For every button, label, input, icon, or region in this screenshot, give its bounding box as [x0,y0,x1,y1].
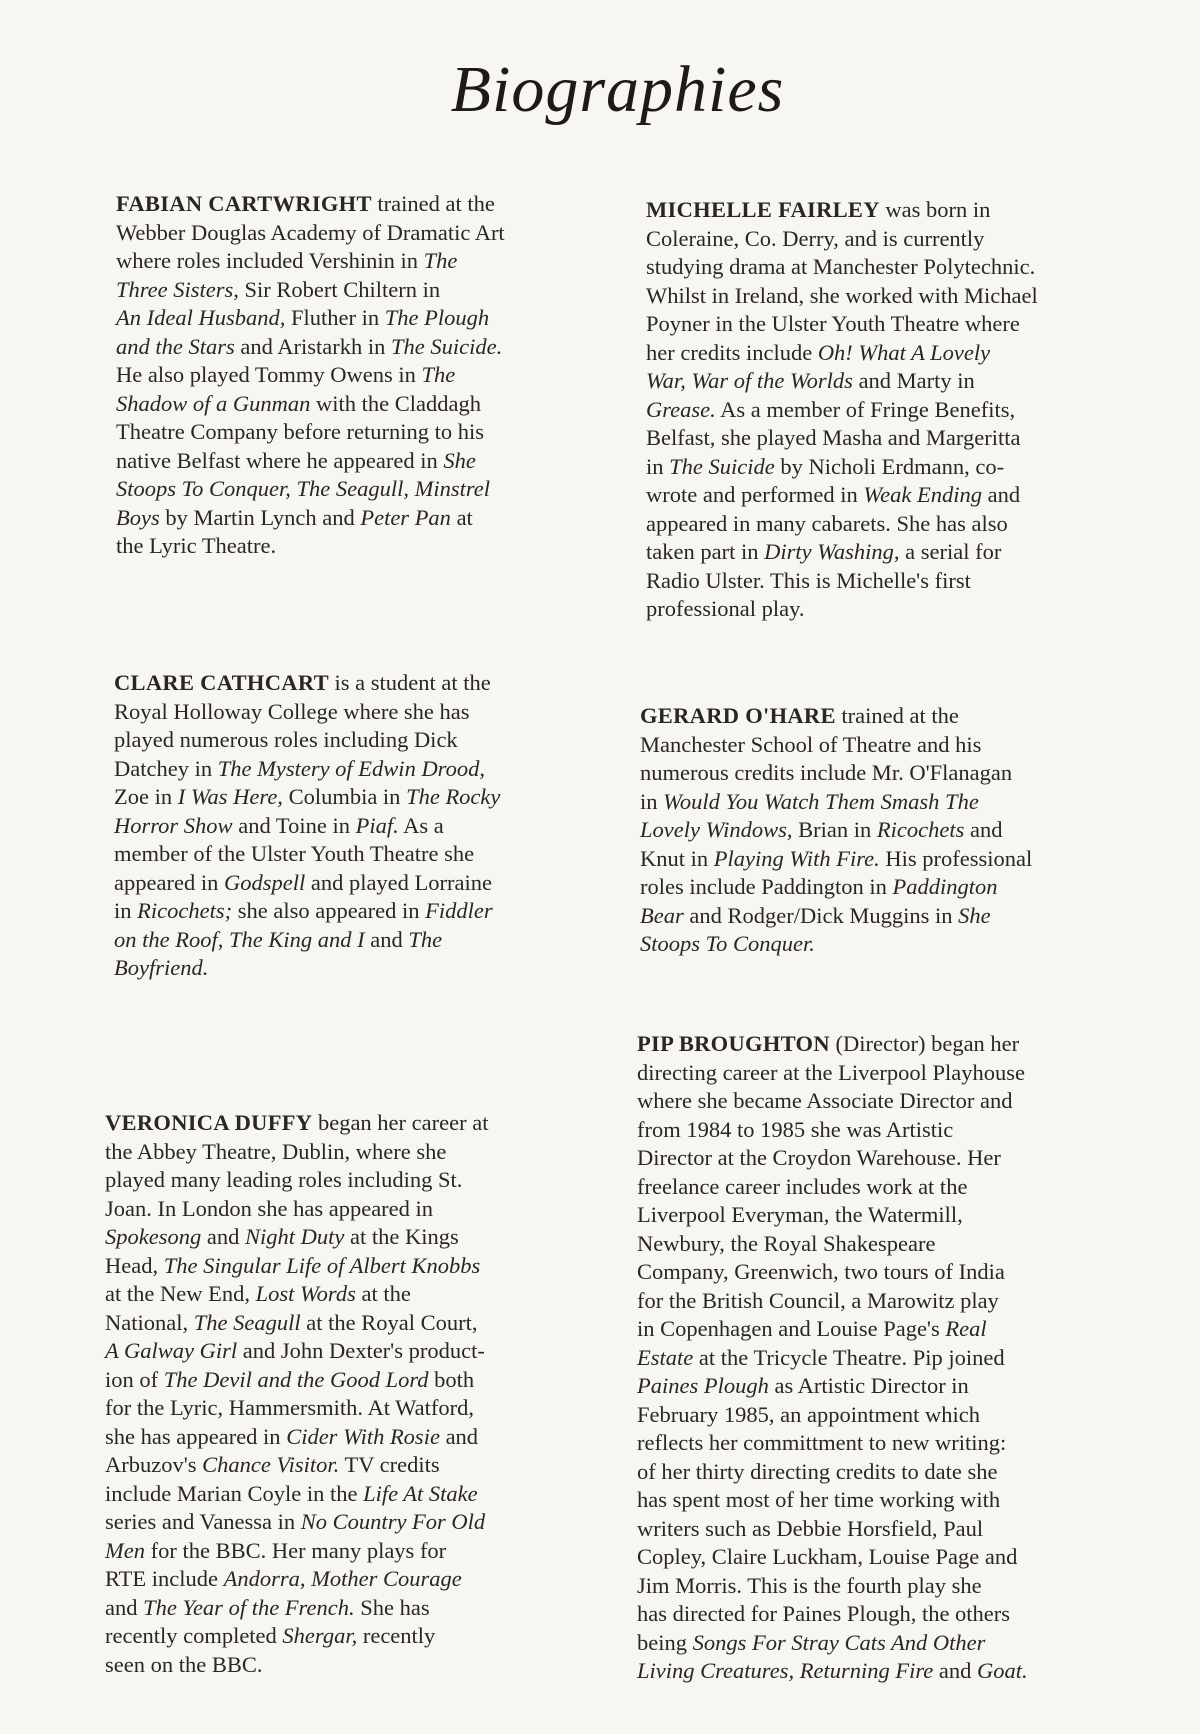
bio-text: Copley, Claire Luckham, Louise Page and [637,1544,1018,1569]
bio-line [116,276,626,305]
biography-michelle-fairley [646,196,1156,624]
bio-line [637,1401,1157,1430]
bio-line [646,567,1156,596]
bio-line [637,1315,1157,1344]
bio-work-title: Andorra, Mother Courage [223,1566,462,1591]
bio-work-title: Goat. [976,1658,1028,1683]
bio-work-title: The Rocky [406,784,501,809]
bio-text: trained at the [371,191,495,216]
bio-text: where roles included Vershinin in [116,248,424,273]
bio-line [637,1429,1157,1458]
bio-work-title: Would You Watch Them Smash The [663,788,979,814]
bio-line [640,902,1150,931]
bio-line [116,504,626,533]
bio-text: played many leading roles including St. [105,1167,463,1192]
bio-text: for the Lyric, Hammersmith. At Watford, [105,1395,474,1420]
bio-line [646,310,1156,339]
bio-text: Brian in [792,817,877,842]
bio-line [114,783,624,812]
bio-line [640,930,1150,959]
bio-line [637,1030,1157,1059]
bio-line [646,367,1156,396]
bio-work-title: and the Stars [116,333,235,359]
biography-pip-broughton [637,1030,1157,1686]
bio-line [116,190,626,219]
bio-text: appeared in many cabarets. She has also [646,510,1008,536]
bio-work-title: Real [945,1316,987,1341]
bio-text: began her career at [312,1110,489,1135]
bio-text: wrote and performed in [646,482,864,507]
bio-line [105,1309,615,1338]
bio-line [637,1230,1157,1259]
bio-text: she also appeared in [232,898,426,923]
bio-text: as Artistic Director in [768,1373,969,1398]
bio-work-title: Lost Words [255,1281,356,1306]
bio-text: He also played Tommy Owens in [116,362,422,387]
bio-text: she has appeared in [105,1423,287,1449]
bio-line [116,390,626,419]
bio-line [116,447,626,476]
bio-text: in [640,788,664,814]
bio-work-title: Godspell [223,869,306,895]
bio-line [114,926,624,955]
bio-text: in [114,898,138,923]
bio-text: for the British Council, a Marowitz play [637,1287,999,1313]
bio-line [646,453,1156,482]
bio-line [105,1195,615,1224]
bio-line [105,1594,615,1623]
bio-text: and Aristarkh in [234,333,391,359]
bio-work-title: Peter Pan [360,504,451,530]
bio-line [114,755,624,784]
bio-line [646,282,1156,311]
bio-work-title: The [408,926,443,952]
biography-gerard-ohare [640,702,1150,959]
bio-text: Joan. In London she has appeared in [105,1195,434,1221]
bio-line [114,840,624,869]
bio-text: As a member of Fringe Benefits, [715,396,1016,422]
bio-work-title: Stoops To Conquer. [640,931,815,956]
bio-text: Knut in [640,845,714,871]
bio-text: Arbuzov's [105,1452,203,1477]
bio-line [105,1480,615,1509]
bio-line [646,538,1156,567]
bio-line [646,396,1156,425]
bio-line [646,510,1156,539]
bio-line [637,1458,1157,1487]
bio-line [640,702,1150,731]
bio-text: Webber Douglas Academy of Dramatic Art [116,219,505,245]
biography-clare-cathcart [114,669,624,983]
bio-line [105,1223,615,1252]
bio-text: the Abbey Theatre, Dublin, where she [105,1138,447,1164]
bio-text: from 1984 to 1985 she was Artistic [637,1116,954,1142]
bio-line [114,869,624,898]
bio-work-title: The Mystery of Edwin Drood, [217,755,485,781]
bio-text: at the Tricycle Theatre. Pip joined [693,1344,1005,1370]
bio-work-title: Ricochets [876,817,965,842]
bio-text: freelance career includes work at the [637,1173,968,1199]
bio-line [114,669,624,698]
bio-work-title: Estate [637,1344,694,1370]
bio-line [105,1508,615,1537]
bio-text: at the Royal Court, [300,1309,478,1335]
bio-text: numerous credits include Mr. O'Flanagan [640,760,1013,785]
bio-line [114,726,624,755]
bio-line [637,1116,1157,1145]
bio-work-title: Ricochets; [137,898,233,923]
bio-line [116,304,626,333]
bio-line [646,595,1156,624]
bio-line [637,1258,1157,1287]
bio-text: and [439,1423,479,1449]
bio-text: is a student at the [328,670,491,695]
bio-line [640,873,1150,902]
bio-text: Newbury, the Royal Shakespeare [637,1230,936,1256]
bio-line [640,788,1150,817]
bio-line [116,247,626,276]
bio-text: recently [357,1623,436,1648]
bio-line [105,1366,615,1395]
bio-line [116,475,626,504]
bio-text: was born in [879,197,991,222]
bio-line [116,333,626,362]
bio-person-name: FABIAN CARTWRIGHT [116,191,372,216]
bio-text: Coleraine, Co. Derry, and is currently [646,225,985,251]
bio-line [637,1600,1157,1629]
bio-text: has directed for Paines Plough, the others [637,1601,1011,1626]
bio-work-title: The Suicide. [391,333,503,359]
bio-work-title: The Devil and the Good Lord [163,1366,429,1392]
bio-text: National, [105,1309,194,1335]
bio-text: both [428,1366,475,1392]
bio-text: and [201,1224,245,1249]
bio-line [105,1423,615,1452]
bio-work-title: Night Duty [244,1224,345,1249]
bio-line [116,418,626,447]
bio-line [114,812,624,841]
bio-text: (Director) began her [829,1031,1020,1056]
bio-text: As a [398,812,444,838]
bio-text: where she became Associate Director and [637,1088,1013,1113]
bio-text: Director at the Croydon Warehouse. Her [637,1145,1001,1170]
bio-line [640,759,1150,788]
bio-line [637,1201,1157,1230]
bio-line [105,1651,615,1680]
bio-work-title: Piaf. [355,812,399,838]
bio-work-title: I Was Here, [177,784,283,809]
bio-work-title: Grease. [646,396,716,422]
bio-text: her credits include [646,339,818,365]
bio-text: member of the Ulster Youth Theatre she [114,841,475,866]
bio-work-title: Horror Show [114,812,233,838]
bio-text: at the Kings [344,1224,459,1249]
bio-work-title: Three Sisters, [116,276,239,302]
bio-text: directing career at the Liverpool Playhouse [637,1059,1025,1085]
bio-text: Fluther in [285,305,385,330]
bio-work-title: The Plough [384,305,490,330]
bio-text: and [933,1658,977,1683]
bio-text: a serial for [899,539,1002,564]
bio-work-title: Bear [640,902,684,928]
bio-text: Sir Robert Chiltern in [238,276,441,302]
bio-line [105,1138,615,1167]
bio-line [105,1252,615,1281]
bio-text: Theatre Company before returning to his [116,419,485,444]
biography-fabian-cartwright [116,190,626,561]
bio-text: series and Vanessa in [105,1509,301,1534]
bio-person-name: MICHELLE FAIRLEY [646,197,880,222]
bio-work-title: The Suicide [669,453,775,479]
bio-text: taken part in [646,539,765,564]
bio-work-title: The [421,362,456,387]
bio-text: Radio Ulster. This is Michelle's first [646,567,971,593]
bio-text: seen on the BBC. [105,1651,263,1677]
bio-work-title: Dirty Washing, [764,539,900,564]
bio-work-title: Shergar, [282,1623,358,1648]
bio-text: being [637,1629,693,1655]
bio-line [646,339,1156,368]
bio-line [105,1394,615,1423]
bio-text: Belfast, she played Masha and Margeritta [646,425,1021,450]
bio-line [637,1372,1157,1401]
bio-work-title: Living Creatures, Returning Fire [637,1658,934,1683]
bio-line [640,731,1150,760]
bio-line [116,361,626,390]
bio-text: RTE include [105,1566,224,1591]
biography-veronica-duffy [105,1109,615,1679]
bio-text: played numerous roles including Dick [114,727,458,752]
bio-line [637,1144,1157,1173]
bio-line [116,532,626,561]
bio-text: at [450,504,473,530]
bio-line [646,253,1156,282]
bio-work-title: Weak Ending [863,482,982,507]
bio-work-title: Shadow of a Gunman [116,390,311,416]
bio-text: professional play. [646,596,805,621]
bio-work-title: Boys [116,504,160,530]
bio-text: Jim Morris. This is the fourth play she [637,1572,982,1598]
bio-work-title: Cider With Rosie [286,1423,440,1449]
bio-line [646,424,1156,453]
bio-line [114,954,624,983]
bio-person-name: CLARE CATHCART [114,670,329,695]
bio-line [105,1166,615,1195]
bio-text: by Martin Lynch and [159,504,361,530]
bio-text: February 1985, an appointment which [637,1401,981,1427]
bio-text: with the Claddagh [310,390,481,416]
bio-text: the Lyric Theatre. [116,533,277,558]
bio-text: has spent most of her time working with [637,1487,1001,1512]
bio-work-title: Men [105,1537,145,1563]
bio-work-title: Stoops To Conquer, The Seagull, Minstrel [116,476,490,501]
bio-text: Zoe in [114,784,178,809]
bio-text: and John Dexter's product- [237,1338,485,1363]
bio-text: in Copenhagen and Louise Page's [637,1316,946,1341]
bio-line [637,1515,1157,1544]
bio-text: and [964,817,1003,842]
bio-text: TV credits [339,1452,440,1477]
bio-work-title: The [423,248,458,273]
bio-text: and [105,1594,144,1620]
bio-work-title: Lovely Windows, [640,817,793,842]
page-title: Biographies [450,53,785,126]
bio-text: She has [354,1594,430,1620]
bio-work-title: Boyfriend. [114,955,209,980]
bio-text: and [981,482,1021,507]
bio-line [637,1059,1157,1088]
bio-line [637,1572,1157,1601]
bio-work-title: The Singular Life of Albert Knobbs [163,1252,481,1278]
bio-text: reflects her committment to new writing: [637,1430,1007,1455]
bio-line [640,816,1150,845]
bio-line [105,1537,615,1566]
bio-text: Datchey in [114,755,218,781]
bio-person-name: GERARD O'HARE [640,703,836,728]
bio-text: by Nicholi Erdmann, co- [774,453,1005,479]
bio-text: at the New End, [105,1281,256,1306]
bio-line [637,1486,1157,1515]
bio-person-name: VERONICA DUFFY [105,1110,313,1135]
bio-work-title: The Seagull [193,1309,301,1335]
bio-line [637,1344,1157,1373]
bio-work-title: Fiddler [425,898,493,923]
bio-line [637,1173,1157,1202]
bio-text: appeared in [114,869,224,895]
bio-text: and played Lorraine [305,869,492,895]
bio-text: include Marian Coyle in the [105,1480,364,1506]
bio-line [637,1629,1157,1658]
bio-work-title: The Year of the French. [143,1594,355,1620]
bio-text: and Toine in [232,812,356,838]
bio-text: of her thirty directing credits to date she [637,1458,998,1484]
bio-work-title: Spokesong [105,1224,202,1249]
bio-work-title: A Galway Girl [105,1338,238,1363]
bio-text: Columbia in [282,784,407,809]
bio-work-title: She [443,447,476,473]
bio-work-title: Songs For Stray Cats And Other [692,1629,986,1655]
bio-text: at the [355,1281,411,1306]
bio-text: recently completed [105,1623,283,1648]
bio-text: ion of [105,1366,164,1392]
bio-work-title: Oh! What A Lovely [817,339,991,365]
bio-line [637,1287,1157,1316]
bio-work-title: An Ideal Husband, [116,305,286,330]
bio-line [105,1622,615,1651]
bio-line [116,219,626,248]
bio-text: and Rodger/Dick Muggins in [683,902,959,928]
bio-work-title: Paines Plough [637,1373,769,1398]
bio-text: Poyner in the Ulster Youth Theatre where [646,311,1020,336]
bio-line [105,1280,615,1309]
bio-line [646,196,1156,225]
bio-text: Whilst in Ireland, she worked with Michael [646,282,1038,308]
bio-line [114,698,624,727]
bio-work-title: on the Roof, The King and I [114,926,365,952]
bio-work-title: War, War of the Worlds [646,368,853,393]
bio-work-title: She [958,902,991,928]
bio-text: roles include Paddington in [640,874,893,899]
bio-line [637,1657,1157,1686]
bio-line [105,1565,615,1594]
bio-line [105,1337,615,1366]
bio-line [105,1109,615,1138]
bio-line [105,1451,615,1480]
bio-work-title: Chance Visitor. [202,1452,340,1477]
bio-text: Head, [105,1252,164,1278]
bio-text: writers such as Debbie Horsfield, Paul [637,1515,984,1541]
bio-text: in [646,453,670,479]
bio-text: Liverpool Everyman, the Watermill, [637,1202,963,1227]
bio-line [637,1087,1157,1116]
bio-text: Manchester School of Theatre and his [640,731,982,757]
bio-text: His professional [879,845,1033,871]
bio-text: studying drama at Manchester Polytechnic. [646,254,1036,279]
bio-person-name: PIP BROUGHTON [637,1031,830,1056]
bio-text: Royal Holloway College where she has [114,698,470,724]
bio-line [637,1543,1157,1572]
bio-line [646,481,1156,510]
bio-work-title: Paddington [892,874,998,899]
bio-work-title: Life At Stake [363,1480,478,1506]
bio-text: Company, Greenwich, two tours of India [637,1259,1005,1284]
bio-text: trained at the [835,703,959,728]
bio-text: and [364,926,409,952]
bio-text: and Marty in [852,368,975,393]
bio-text: for the BBC. Her many plays for [144,1537,447,1563]
bio-text: native Belfast where he appeared in [116,447,444,473]
bio-line [646,225,1156,254]
bio-work-title: No Country For Old [300,1509,486,1534]
bio-line [114,897,624,926]
bio-line [640,845,1150,874]
bio-work-title: Playing With Fire. [713,845,880,871]
